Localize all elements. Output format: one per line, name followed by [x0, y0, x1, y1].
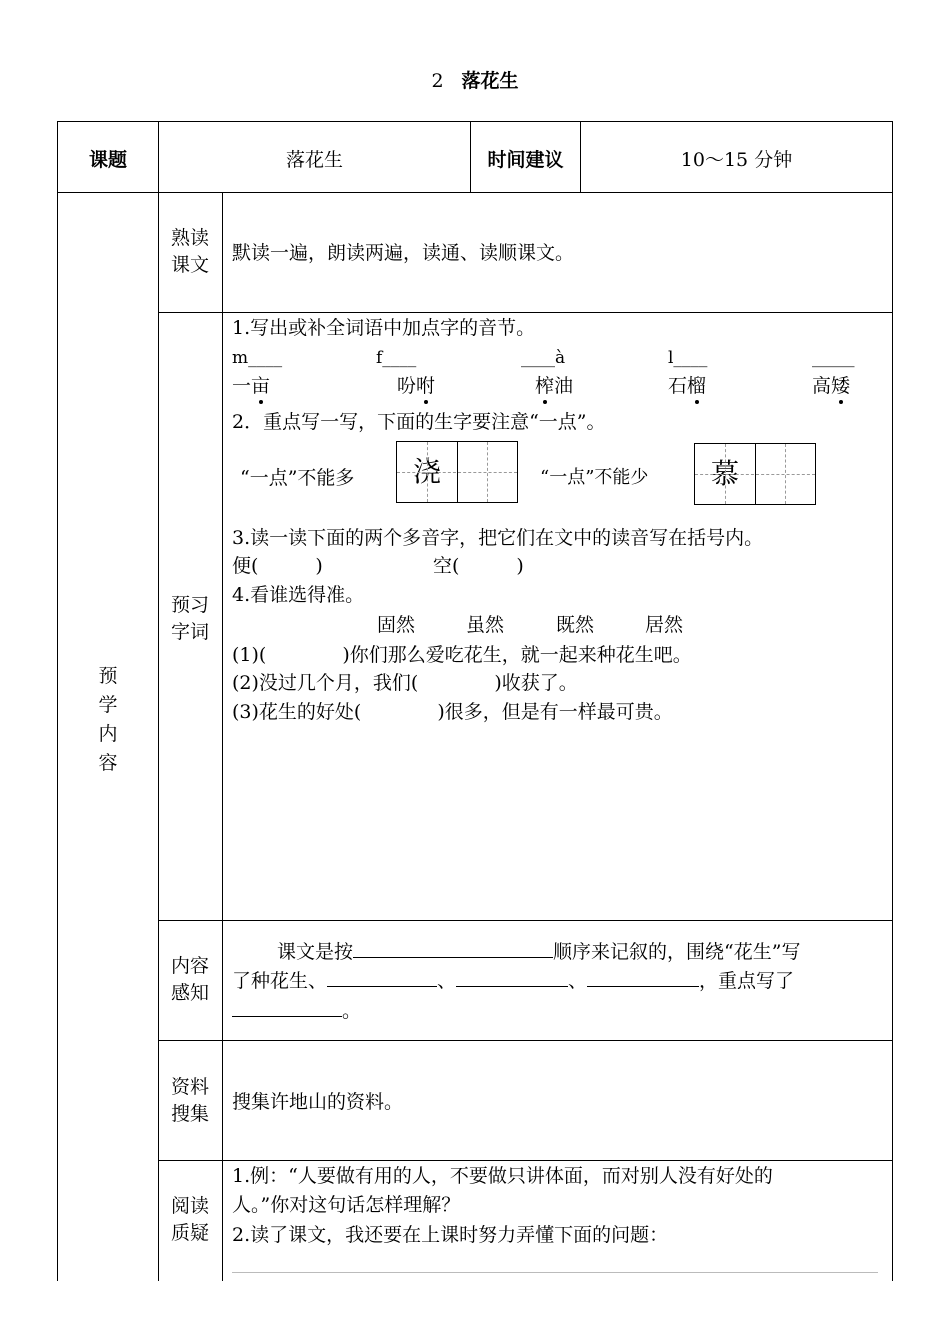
vocab-word: [397, 372, 435, 400]
grid-char: 慕: [710, 457, 739, 490]
perceive-text: 、: [437, 970, 457, 992]
q2-left-label: “一点”不能多: [240, 467, 355, 489]
page-title: [0, 66, 950, 93]
q4-option: 既然: [556, 614, 595, 636]
fill-blank[interactable]: [232, 998, 342, 1017]
perceive-label-line1: 内容: [170, 955, 209, 977]
q4-option: 居然: [645, 614, 684, 636]
vocab-q1: 1.写出或补全词语中加点字的音节。: [232, 317, 536, 339]
vocab-q3: 3.读一读下面的两个多音字，把它们在文中的读音写在括号内。: [232, 527, 764, 549]
grid-divider: [755, 444, 756, 504]
writing-grid-left: [396, 441, 518, 503]
section-label-char: 预: [98, 665, 118, 687]
perceive-text: 顺序来记叙的，围绕“花生”写: [553, 941, 801, 963]
perceive-text: 。: [342, 1000, 362, 1022]
q3-item[interactable]: 便( ): [232, 555, 323, 577]
collect-label: [158, 1074, 222, 1128]
fill-blank[interactable]: [327, 968, 437, 987]
word-char: 油: [554, 375, 574, 397]
section-label-char: 学: [98, 694, 118, 716]
perceive-line1: [277, 938, 800, 966]
grid-guide: [785, 444, 786, 504]
word-char: 一: [232, 375, 252, 397]
lesson-name: 落花生: [461, 70, 519, 92]
topic-value: 落花生: [285, 149, 343, 171]
vocab-q4: 4.看谁选得准。: [232, 584, 365, 606]
topic-label: 课题: [88, 149, 127, 171]
q2-right-label: “一点”不能少: [540, 467, 649, 488]
question-label: [158, 1193, 222, 1247]
question-label-line2: 质疑: [170, 1222, 209, 1244]
fill-blank[interactable]: [587, 968, 699, 987]
grid-char: 浇: [412, 455, 441, 488]
perceive-line3: [232, 997, 361, 1025]
read-label: [158, 225, 222, 279]
word-dotted-char: 矮: [831, 372, 850, 400]
collect-label-line2: 搜集: [170, 1103, 209, 1125]
table-col-divider: [222, 192, 223, 1281]
pinyin-blank[interactable]: _____: [812, 348, 855, 368]
table-row-divider: [158, 920, 893, 921]
vocab-label-line1: 预习: [170, 594, 209, 616]
word-dotted-char: 咐: [416, 372, 435, 400]
collect-text: 搜集许地山的资料。: [232, 1091, 404, 1113]
pinyin-blank[interactable]: m____: [232, 348, 283, 368]
q4-option: 固然: [377, 614, 416, 636]
perceive-text: 课文是按: [277, 941, 354, 963]
question-line3: 2.读了课文，我还要在上课时努力弄懂下面的问题：: [232, 1224, 669, 1246]
read-text: 默读一遍，朗读两遍，读通、读顺课文。: [232, 242, 575, 264]
collect-label-line1: 资料: [170, 1076, 209, 1098]
question-line1: 1.例：“人要做有用的人，不要做只讲体面，而对别人没有好处的: [232, 1165, 773, 1187]
word-dotted-char: 亩: [251, 372, 270, 400]
question-line2: 人。”你对这句话怎样理解？: [232, 1194, 461, 1216]
grid-guide: [487, 442, 488, 502]
question-label-line1: 阅读: [170, 1195, 209, 1217]
perceive-label: [158, 953, 222, 1007]
pinyin-blank[interactable]: ____à: [521, 348, 566, 368]
vocab-word: [812, 372, 850, 400]
table-row-divider: [57, 192, 893, 193]
table-border-right: [892, 121, 893, 1281]
vocab-label: [158, 592, 222, 646]
q4-option: 虽然: [466, 614, 505, 636]
section-label-char: 容: [98, 752, 118, 774]
vocab-word: [535, 372, 573, 400]
read-label-line1: 熟读: [170, 227, 209, 249]
q3-item[interactable]: 空( ): [433, 555, 524, 577]
word-char: 高: [812, 375, 832, 397]
time-label: 时间建议: [487, 149, 564, 171]
table-row-divider: [158, 1040, 893, 1041]
vocab-word: [668, 372, 706, 400]
q4-item[interactable]: (1)( )你们那么爱吃花生，就一起来种花生吧。: [232, 644, 692, 666]
time-value: 10～15 分钟: [680, 149, 793, 171]
vocab-q2: 2．重点写一写，下面的生字要注意“一点”。: [232, 411, 606, 433]
section-label: [58, 662, 158, 778]
perceive-line2: [232, 967, 794, 995]
grid-divider: [457, 442, 458, 502]
perceive-label-line2: 感知: [170, 982, 209, 1004]
fill-blank[interactable]: [456, 968, 568, 987]
word-char: 石: [668, 375, 688, 397]
answer-line[interactable]: [232, 1272, 878, 1273]
section-label-char: 内: [98, 723, 118, 745]
table-row-divider: [158, 1160, 893, 1161]
perceive-text: 了种花生、: [232, 970, 328, 992]
pinyin-blank[interactable]: f____: [376, 348, 417, 368]
read-label-line2: 课文: [170, 254, 209, 276]
perceive-text: 、: [568, 970, 588, 992]
perceive-text: ，重点写了: [699, 970, 795, 992]
q4-item[interactable]: (2)没过几个月，我们( )收获了。: [232, 672, 578, 694]
word-char: 吩: [397, 375, 417, 397]
lesson-number: 2: [431, 70, 444, 92]
vocab-word: [232, 372, 270, 400]
q4-item[interactable]: (3)花生的好处( )很多，但是有一样最可贵。: [232, 701, 673, 723]
word-dotted-char: 榴: [687, 372, 706, 400]
fill-blank[interactable]: [353, 939, 553, 958]
table-row-divider: [158, 312, 893, 313]
vocab-label-line2: 字词: [170, 621, 209, 643]
word-dotted-char: 榨: [535, 372, 554, 400]
pinyin-blank[interactable]: l____: [668, 348, 708, 368]
writing-grid-right: [694, 443, 816, 505]
table-border-top: [57, 121, 893, 122]
